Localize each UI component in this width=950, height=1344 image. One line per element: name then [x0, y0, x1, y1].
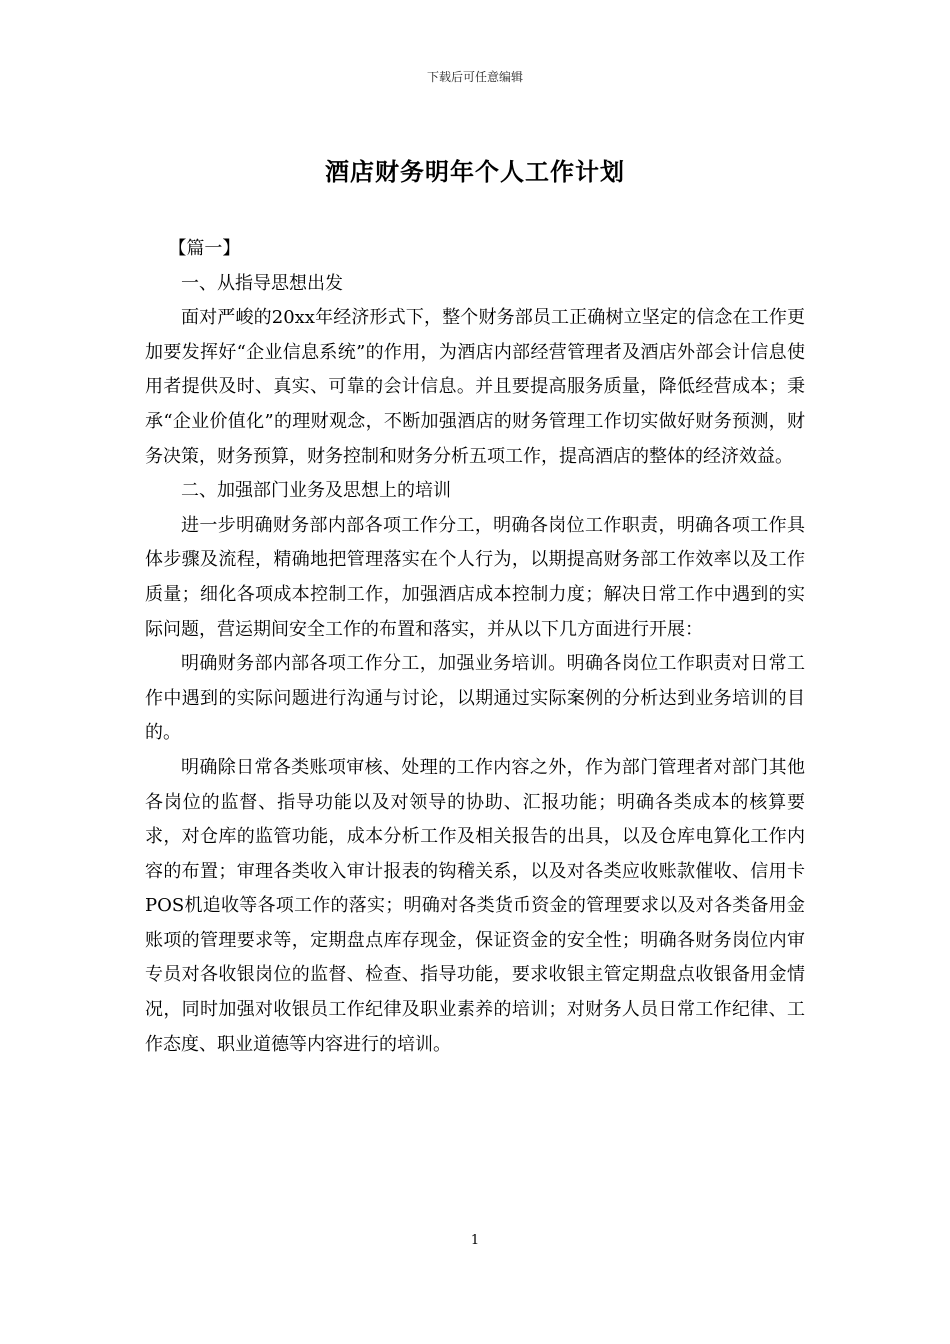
page-number: 1 — [470, 1233, 480, 1248]
paragraph-division-of-work: 进一步明确财务部内部各项工作分工，明确各岗位工作职责，明确各项工作具体步骤及流程，精确地把管理落实在个人行为，以期提高财务部工作效率以及工作质量；细化各项成本控制工作，加强酒店成本控制力度；解决日常工作中遇到的实际问题，营运期间安全工作的布置和落实，并从以下几方面进行开展： — [145, 514, 805, 640]
paragraph-management-duties: 明确除日常各类账项审核、处理的工作内容之外，作为部门管理者对部门其他各岗位的监督、指导功能以及对领导的协助、汇报功能；明确各类成本的核算要求，对仓库的监管功能，成本分析工作及相关报告的出具，以及仓库电算化工作内容的布置；审理各类收入审计报表的钩稽关系，以及对各类应收账款催收、信用卡POS机追收等各项工作的落实；明确对各类货币资金的管理要求以及对各类备用金账项的管理要求等，定期盘点库存现金，保证资金的安全性；明确各财务岗位内审专员对各收银岗位的监督、检查、指导功能，要求收银主管定期盘点收银备用金情况，同时加强对收银员工作纪律及职业素养的培训；对财务人员日常工作纪律、工作态度、职业道德等内容进行的培训。 — [145, 756, 805, 1055]
paragraph-business-training: 明确财务部内部各项工作分工，加强业务培训。明确各岗位工作职责对日常工作中遇到的实际问题进行沟通与讨论，以期通过实际案例的分析达到业务培训的目的。 — [145, 653, 805, 744]
heading-training: 二、加强部门业务及思想上的培训 — [181, 480, 451, 502]
header-note: 下载后可任意编辑 — [426, 70, 523, 84]
heading-guiding-thought: 一、从指导思想出发 — [181, 272, 343, 294]
document-body — [145, 232, 805, 1062]
document-title: 酒店财务明年个人工作计划 — [325, 157, 625, 186]
paragraph-economic-situation: 面对严峻的20xx年经济形式下，整个财务部员工正确树立坚定的信念在工作更加要发挥好“企业信息系统”的作用，为酒店内部经营管理者及酒店外部会计信息使用者提供及时、真实、可靠的会计信息。并且要提高服务质量，降低经营成本；秉承“企业价值化”的理财观念，不断加强酒店的财务管理工作切实做好财务预测，财务决策，财务预算，财务控制和财务分析五项工作，提高酒店的整体的经济效益。 — [145, 307, 805, 467]
section-label: 【篇一】 — [168, 238, 241, 259]
